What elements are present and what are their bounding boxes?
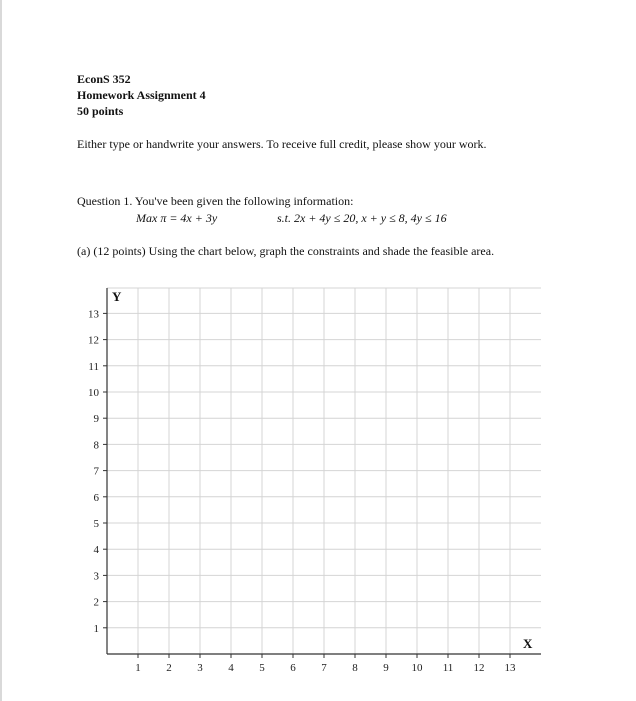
constraints-list: s.t. 2x + 4y ≤ 20, x + y ≤ 8, 4y ≤ 16 (277, 211, 447, 225)
y-tick-label: 1 (93, 622, 99, 635)
x-tick-label: 11 (442, 662, 454, 674)
x-tick-label: 4 (228, 662, 234, 674)
y-axis-label: Y (112, 289, 122, 304)
x-axis-label: X (523, 636, 533, 651)
y-tick-label: 3 (93, 570, 99, 583)
x-tick-label: 7 (321, 662, 327, 674)
x-tick-label: 2 (166, 662, 172, 674)
x-tick-label: 9 (383, 662, 389, 674)
x-tick-label: 8 (352, 662, 358, 674)
x-tick-label: 1 (135, 662, 141, 674)
x-tick-label: 10 (411, 662, 423, 674)
y-tick-label: 2 (93, 596, 99, 609)
y-tick-label: 9 (93, 413, 99, 426)
part-a-prompt: (a) (12 points) Using the chart below, graph the constraints and shade the feasible area. (77, 244, 495, 258)
y-tick-label: 6 (93, 491, 99, 504)
y-tick-label: 4 (93, 544, 99, 557)
x-tick-label: 13 (504, 662, 516, 674)
course-title: EconS 352 (77, 72, 131, 86)
y-tick-label: 5 (93, 518, 99, 530)
y-tick-label: 10 (88, 387, 99, 399)
points-total: 50 points (77, 104, 124, 118)
question-1-prompt: Question 1. You've been given the following information: (77, 194, 354, 208)
x-tick-label: 12 (473, 662, 485, 674)
y-tick-label: 12 (88, 334, 99, 347)
instructions-text: Either type or handwrite your answers. To receive full credit, please show your work. (77, 137, 487, 151)
y-tick-label: 7 (93, 465, 99, 478)
y-tick-label: 8 (93, 439, 99, 452)
y-tick-label: 13 (88, 308, 99, 321)
objective-function: Max π = 4x + 3y (136, 211, 218, 225)
grid-lines (107, 288, 541, 654)
tick-labels (88, 308, 516, 674)
assignment-title: Homework Assignment 4 (77, 88, 206, 102)
x-tick-label: 3 (197, 662, 203, 674)
x-tick-label: 6 (290, 662, 296, 674)
y-tick-label: 11 (88, 360, 99, 373)
x-tick-label: 5 (259, 662, 265, 674)
